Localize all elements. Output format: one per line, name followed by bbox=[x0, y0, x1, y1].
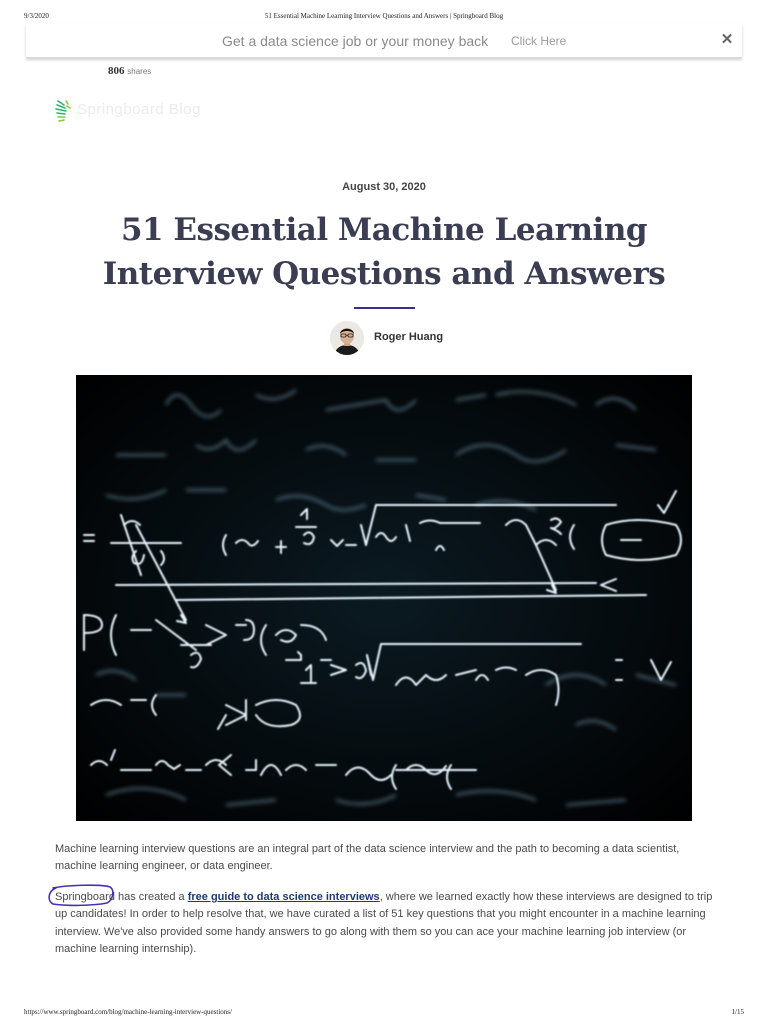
handwritten-circle-annotation bbox=[47, 884, 117, 907]
close-icon[interactable]: ✕ bbox=[720, 31, 734, 48]
intro-paragraph: Machine learning interview questions are an integral part of the data science interview and the path to becoming a data scientist, machine learning engineer, or data engineer. bbox=[55, 843, 680, 873]
author-name[interactable]: Roger Huang bbox=[374, 331, 444, 343]
print-page-number: 1/15 bbox=[731, 1008, 744, 1016]
avatar[interactable] bbox=[330, 321, 364, 355]
guide-text-before: has created a bbox=[114, 891, 188, 903]
share-count bbox=[108, 65, 151, 77]
promo-text: Get a data science job or your money back bbox=[222, 33, 489, 49]
page-title: 51 Essential Machine Learning Interview Questions and Answers bbox=[102, 212, 666, 292]
hero-image bbox=[76, 375, 692, 821]
guide-paragraph bbox=[55, 889, 715, 958]
logo-text: Springboard Blog bbox=[77, 101, 201, 118]
title-divider bbox=[354, 307, 415, 309]
promo-bar bbox=[26, 24, 742, 58]
promo-click-here-link[interactable]: Click Here bbox=[511, 34, 567, 48]
share-count-number: 806 bbox=[108, 65, 125, 77]
guide-text-after: , where we learned exactly how these interviews are designed to trip up candidates! In order to help resolve that, we have curated a list of 51 key questions that you might encounter in a machine learning interview. We've also provided some handy answers to go along with them so you can ace your machine learning job interview (or machine learning internship). bbox=[55, 891, 713, 955]
springboard-leaf-icon bbox=[55, 98, 71, 124]
free-guide-link[interactable]: free guide to data science interviews bbox=[187, 891, 380, 903]
springboard-text: Springboard bbox=[55, 891, 115, 903]
springboard-mention bbox=[55, 889, 115, 906]
post-date: August 30, 2020 bbox=[342, 181, 426, 193]
share-count-label: shares bbox=[127, 67, 152, 76]
print-footer bbox=[0, 1004, 768, 1024]
print-url: https://www.springboard.com/blog/machine-learning-interview-questions/ bbox=[24, 1008, 232, 1016]
print-header bbox=[0, 0, 768, 22]
springboard-logo[interactable] bbox=[55, 98, 215, 124]
print-date: 9/3/2020 bbox=[24, 12, 49, 20]
print-page-title: 51 Essential Machine Learning Interview Questions and Answers | Springboard Blog bbox=[264, 12, 504, 20]
